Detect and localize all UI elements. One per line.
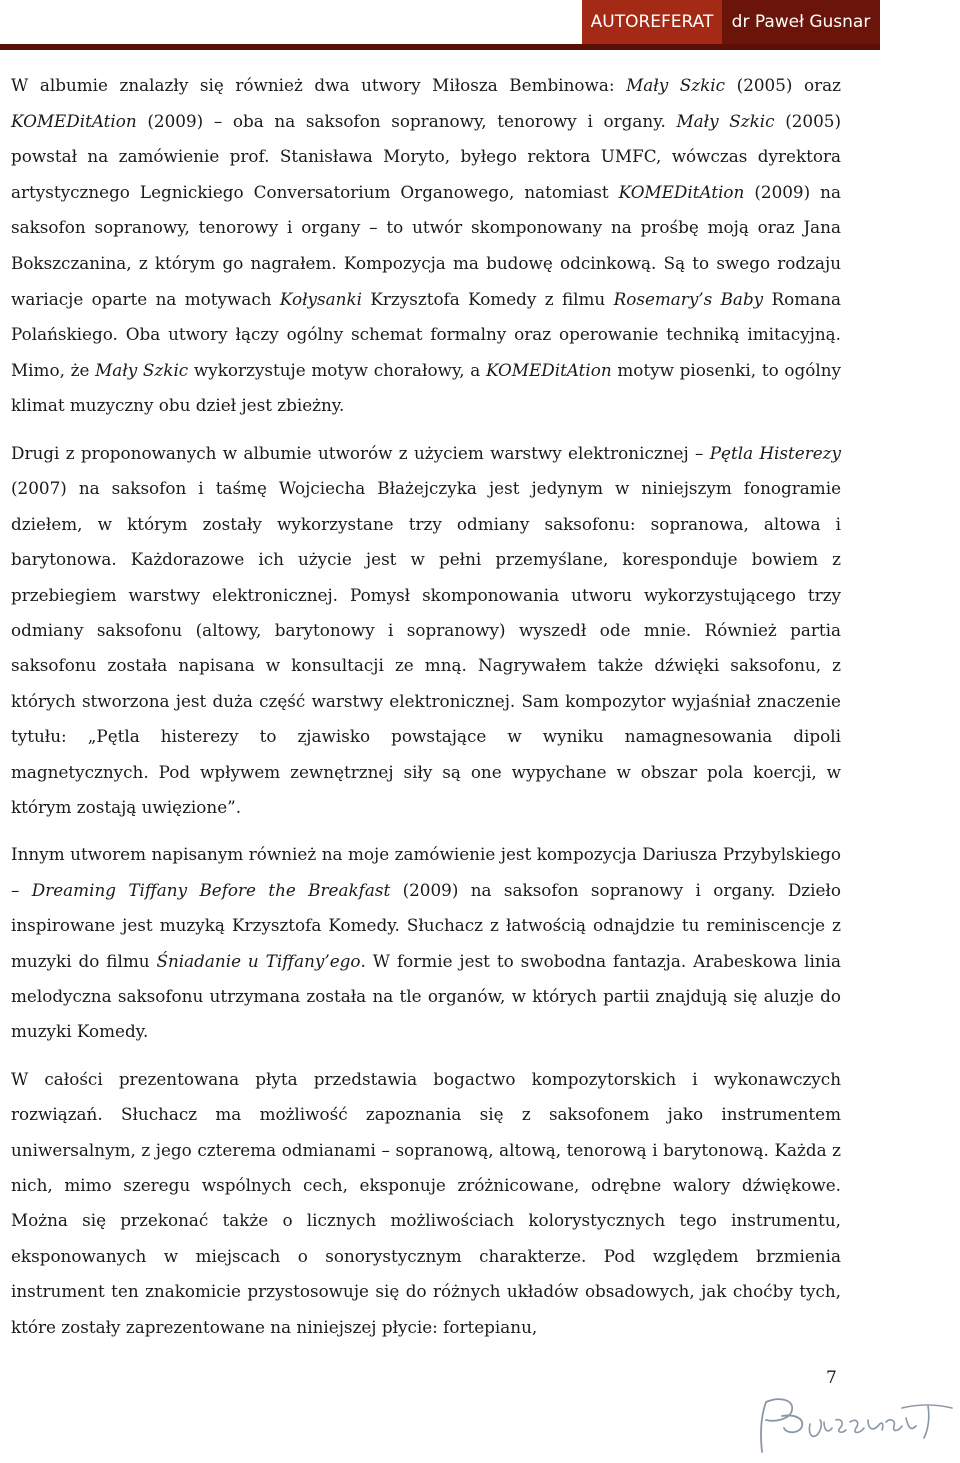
paragraph-2 xyxy=(11,436,841,825)
title-run: Rosemary’s Baby xyxy=(613,288,764,309)
text-run: . W formie jest to swobodna fantazja. Arabeskowa linia melodyczna saksofonu utrzymana została na tle organów, w których partii znajdują się aluzje do muzyki Komedy. xyxy=(11,950,842,1042)
text-run: (2007) na saksofon i taśmę Wojciecha Błażejczyka jest jedynym w niniejszym fonogramie dziełem, w którym zostały wykorzystane trzy odmiany saksofonu: sopranowa, altowa i barytonowa. Każdorazowe ich użycie jest w pełni przemyślane, koresponduje bowiem z przebiegiem warstwy elektronicznej. Pomysł skomponowania utworu wykorzystującego trzy odmiany saksofonu (altowy, barytonowy i sopranowy) wyszedł ode mnie. Również partia saksofonu została napisana w konsultacji ze mną. Nagrywałem także dźwięki saksofonu, z których stworzona jest duża część warstwy elektronicznej. Sam kompozytor wyjaśniał znaczenie tytułu: „Pętla histerezy to zjawisko powstające w wyniku namagnesowania dipoli magnetycznych. Pod wpływem zewnętrznej siły są one wypychane w obszar pola koercji, w którym zostają uwięzione”. xyxy=(11,478,841,817)
page-number: 7 xyxy=(826,1368,837,1388)
text-run: (2009) – oba na saksofon sopranowy, tenorowy i organy. xyxy=(136,110,677,131)
title-run: Pętla Histerezy xyxy=(709,442,841,463)
title-run: Mały Szkic xyxy=(626,75,726,95)
paragraph-1 xyxy=(11,68,841,424)
title-run: KOMEDitAtion xyxy=(618,181,745,202)
text-run: (2005) oraz xyxy=(725,75,842,95)
title-run: KOMEDitAtion xyxy=(485,359,612,380)
paragraph-3 xyxy=(11,837,841,1049)
header-label-autoreferat: AUTOREFERAT xyxy=(582,0,722,44)
text-run: wykorzystuje motyw chorałowy, a xyxy=(188,359,486,380)
title-run: Mały Szkic xyxy=(676,110,775,131)
title-run: Śniadanie u Tiffany’ego xyxy=(156,950,361,971)
header-rule xyxy=(0,44,880,50)
text-run: W albumie znalazły się również dwa utwory Miłosza Bembinowa: xyxy=(11,75,627,95)
document-body xyxy=(11,68,841,1357)
text-run: Drugi z proponowanych w albumie utworów z użyciem warstwy elektronicznej – xyxy=(11,442,710,463)
text-run: (2009) na saksofon sopranowy i organy. Dzieło inspirowane jest muzyką Krzysztofa Komedy. Słuchacz z łatwością odnajdzie tu reminiscencje z muzyki do filmu xyxy=(11,879,841,971)
paragraph-4 xyxy=(11,1062,841,1345)
text-run: Krzysztofa Komedy z filmu xyxy=(362,288,614,309)
title-run: Kołysanki xyxy=(279,288,362,309)
title-run: Dreaming Tiffany Before the Breakfast xyxy=(31,879,391,900)
text-run: Innym utworem napisanym również na moje zamówienie jest kompozycja Dariusza Przybylskiego – xyxy=(11,844,841,900)
text-run: motyw piosenki, to ogólny klimat muzyczny obu dzieł jest zbieżny. xyxy=(11,359,841,416)
header-label-author: dr Paweł Gusnar xyxy=(722,0,880,44)
handwritten-signature-icon xyxy=(752,1394,956,1456)
title-run: Mały Szkic xyxy=(95,359,189,380)
text-run: W całości prezentowana płyta przedstawia bogactwo kompozytorskich i wykonawczych rozwiązań. Słuchacz ma możliwość zapoznania się z saksofonem jako instrumentem uniwersalnym, z jego czterema odmianami – sopranową, altową, tenorową i barytonową. Każda z nich, mimo szeregu wspólnych cech, eksponuje zróżnicowane, odrębne walory dźwiękowe. Można się przekonać także o licznych możliwościach kolorystycznych tego instrumentu, eksponowanych w miejscach o sonorystycznym charakterze. Pod względem brzmienia instrument ten znakomicie przystosowuje się do różnych układów obsadowych, jak choćby tych, które zostały zaprezentowane na niniejszej płycie: fortepianu, xyxy=(11,1068,841,1337)
title-run: KOMEDitAtion xyxy=(11,110,137,131)
text-run: (2005) powstał na zamówienie prof. Stanisława Moryto, byłego rektora UMFC, wówczas dyrektora artystycznego Legnickiego Conversatorium Organowego, natomiast xyxy=(11,110,841,202)
running-header xyxy=(582,0,880,44)
text-run: Romana Polańskiego. Oba utwory łączy ogólny schemat formalny oraz operowanie techniką imitacyjną. Mimo, że xyxy=(11,288,842,380)
text-run: (2009) na saksofon sopranowy, tenorowy i organy – to utwór skomponowany na prośbę moją oraz Jana Bokszczanina, z którym go nagrałem. Kompozycja ma budowę odcinkową. Są to swego rodzaju wariacje oparte na motywach xyxy=(11,181,841,309)
